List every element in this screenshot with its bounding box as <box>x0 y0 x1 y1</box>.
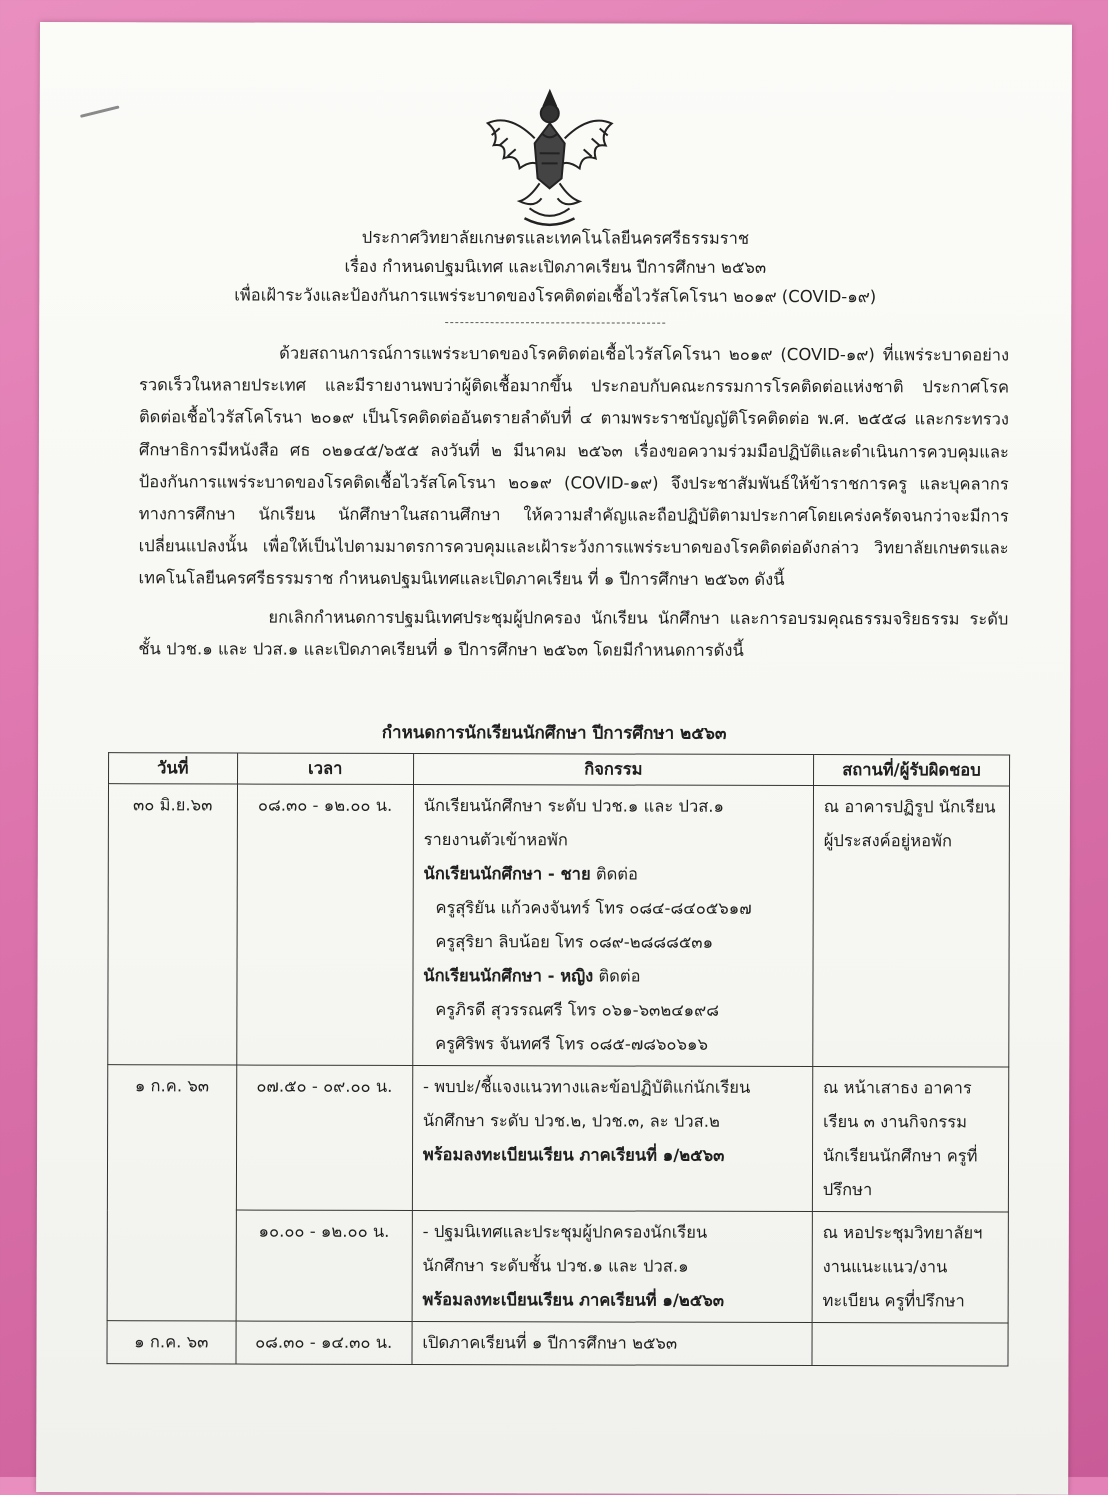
activity-bold: นักเรียนนักศึกษา - ชาย <box>423 864 591 884</box>
activity-text: ติดต่อ <box>590 864 638 884</box>
header-line-3: เพื่อเฝ้าระวังและป้องกันการแพร่ระบาดของโรคติดต่อเชื้อไวรัสโคโรนา ๒๐๑๙ (COVID-๑๙) <box>234 285 877 307</box>
table-row <box>107 1321 1008 1366</box>
row-place: ณ อาคารปฏิรูป นักเรียนผู้ประสงค์อยู่หอพัก <box>813 786 1010 1068</box>
contact-line: ครูศิริพร จันทศรี โทร ๐๘๕-๗๘๖๐๖๑๖ <box>435 1034 708 1054</box>
table-row <box>107 1065 1008 1212</box>
row-activity <box>412 1321 812 1365</box>
row-activity <box>413 784 814 1066</box>
staple <box>80 105 120 117</box>
contact-line: ครูสุริยา ลิบน้อย โทร ๐๘๙-๒๘๘๘๕๓๑ <box>435 932 714 952</box>
table-row <box>108 784 1010 1067</box>
row-activity <box>412 1065 812 1211</box>
activity-line: เปิดภาคเรียนที่ ๑ ปีการศึกษา ๒๕๖๓ <box>422 1333 678 1353</box>
activity-line <box>423 959 802 994</box>
header-divider <box>445 310 665 324</box>
activity-line: นักศึกษา ระดับชั้น ปวช.๑ และ ปวส.๑ <box>422 1256 689 1276</box>
table-row <box>107 1210 1008 1323</box>
row-activity <box>412 1210 812 1322</box>
activity-bold: นักเรียนนักศึกษา - หญิง <box>423 966 594 986</box>
activity-line <box>424 857 803 892</box>
header-place: สถานที่/ผู้รับผิดชอบ <box>813 755 1009 787</box>
header-activity: กิจกรรม <box>413 753 813 785</box>
row-time: ๑๐.๐๐ - ๑๒.๐๐ น. <box>236 1210 413 1321</box>
row-time: ๐๘.๓๐ - ๑๔.๓๐ น. <box>236 1321 412 1364</box>
activity-line: นักเรียนนักศึกษา ระดับ ปวช.๑ และ ปวส.๑ <box>423 796 725 816</box>
activity-line: - ปฐมนิเทศและประชุมผู้ปกครองนักเรียน <box>422 1222 708 1242</box>
announcement-header <box>39 222 1071 325</box>
body-paragraph-2: ยกเลิกกำหนดการปฐมนิเทศประชุมผู้ปกครอง นักเรียน นักศึกษา และการอบรมคุณธรรมจริยธรรม ระดับชั้น ปวช.๑ และ ปวส.๑ และเปิดภาคเรียนที่ ๑ ปีการศึกษา ๒๕๖๓ โดยมีกำหนดการดังนี้ <box>138 607 1009 660</box>
table-header-row <box>109 753 1010 786</box>
row-date: ๑ ก.ค. ๖๓ <box>107 1065 236 1321</box>
row-date: ๑ ก.ค. ๖๓ <box>107 1321 236 1364</box>
header-line-2: เรื่อง กำหนดปฐมนิเทศ และเปิดภาคเรียน ปีการศึกษา ๒๕๖๓ <box>344 256 767 277</box>
schedule-title: กำหนดการนักเรียนนักศึกษา ปีการศึกษา ๒๕๖๓ <box>381 722 727 744</box>
header-date: วันที่ <box>109 753 238 784</box>
row-place <box>812 1323 1008 1367</box>
row-place: ณ หน้าเสาธง อาคารเรียน ๓ งานกิจกรรมนักเรียนนักศึกษา ครูที่ปรึกษา <box>812 1067 1009 1213</box>
contact-line: ครูสุริยัน แก้วคงจันทร์ โทร ๐๘๔-๘๔๐๕๖๑๗ <box>435 898 752 918</box>
row-time: ๐๘.๓๐ - ๑๒.๐๐ น. <box>236 784 413 1065</box>
activity-text: ติดต่อ <box>593 966 641 986</box>
activity-line: พร้อมลงทะเบียนเรียน ภาคเรียนที่ ๑/๒๕๖๓ <box>422 1290 725 1310</box>
header-line-1: ประกาศวิทยาลัยเกษตรและเทคโนโลยีนครศรีธรรมราช <box>361 227 750 248</box>
document-page <box>36 22 1072 1495</box>
activity-line: - พบปะ/ชี้แจงแนวทางและข้อปฏิบัติแก่นักเรียน <box>422 1077 751 1097</box>
row-time: ๐๗.๕๐ - ๐๙.๐๐ น. <box>236 1065 413 1210</box>
contact-line: ครูภิรดี สุวรรณศรี โทร ๐๖๑-๖๓๒๔๑๙๘ <box>435 1000 720 1020</box>
activity-line: นักศึกษา ระดับ ปวช.๒, ปวช.๓, ละ ปวส.๒ <box>422 1111 720 1131</box>
header-time: เวลา <box>237 753 413 784</box>
activity-line: พร้อมลงทะเบียนเรียน ภาคเรียนที่ ๑/๒๕๖๓ <box>422 1145 725 1165</box>
announcement-body <box>138 337 1009 667</box>
row-date: ๓๐ มิ.ย.๖๓ <box>108 784 237 1065</box>
body-paragraph-1: ด้วยสถานการณ์การแพร่ระบาดของโรคติดต่อเชื้อไวรัสโคโรนา ๒๐๑๙ (COVID-๑๙) ที่แพร่ระบาดอย่างรวดเร็วในหลายประเทศ และมีรายงานพบว่าผู้ติดเชื้อมากขึ้น ประกอบกับคณะกรรมการโรคติดต่อแห่งชาติ ประกาศโรคติดต่อเชื้อไวรัสโคโรนา ๒๐๑๙ เป็นโรคติดต่ออันตรายลำดับที่ ๔ ตามพระราชบัญญัติโรคติดต่อ พ.ศ. ๒๕๕๘ และกระทรวงศึกษาธิการมีหนังสือ ศธ ๐๒๑๔๕/๖๕๕ ลงวันที่ ๒ มีนาคม ๒๕๖๓ เรื่องขอความร่วมมือปฏิบัติและดำเนินการควบคุมและป้องกันการแพร่ระบาดของโรคติดเชื้อไวรัสโคโรนา ๒๐๑๙ (COVID-๑๙) จึงประชาสัมพันธ์ให้ข้าราชการครู และบุคลากรทางการศึกษา นักเรียน นักศึกษาในสถานศึกษา ให้ความสำคัญและถือปฏิบัติตามประกาศโดยเคร่งครัดจนกว่าจะมีการเปลี่ยนแปลงนั้น เพื่อให้เป็นไปตามมาตรการควบคุมและเฝ้าระวังการแพร่ระบาดของโรคติดต่อดังกล่าว วิทยาลัยเกษตรและเทคโนโลยีนครศรีธรรมราช กำหนดปฐมนิเทศและเปิดภาคเรียน ที่ ๑ ปีการศึกษา ๒๕๖๓ ดังนี้ <box>138 343 1010 590</box>
schedule-table <box>106 752 1010 1366</box>
row-place: ณ หอประชุมวิทยาลัยฯ งานแนะแนว/งานทะเบียน ครูที่ปรึกษา <box>812 1212 1008 1324</box>
activity-line: รายงานตัวเข้าหอพัก <box>423 830 568 850</box>
garuda-emblem-icon <box>479 83 619 233</box>
